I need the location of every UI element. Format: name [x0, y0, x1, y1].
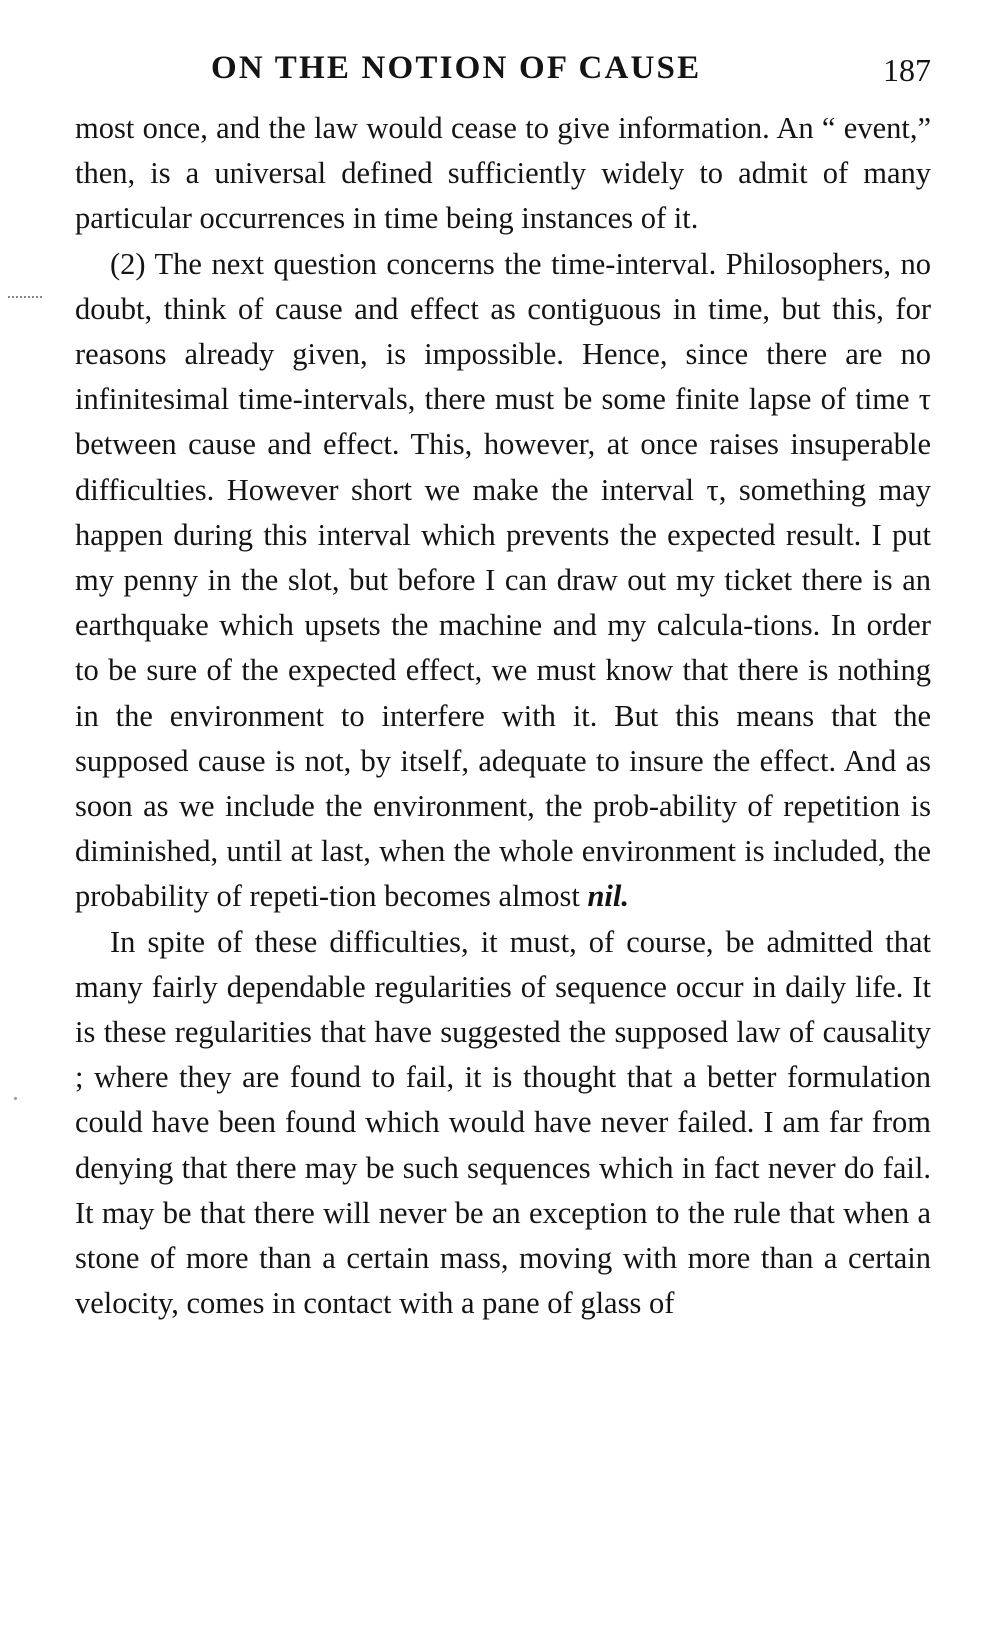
body-text: [75, 106, 931, 1326]
paragraph-2-text: (2) The next question concerns the time-interval. Philosophers, no doubt, think of cause and effect as contiguous in time, but this, for reasons already given, is impossible. Hence, since there are no infinitesimal time-intervals, there must be some finite lapse of time τ between cause and effect. This, however, at once raises insuperable difficulties. However short we make the interval τ, something may happen during this interval which prevents the expected result. I put my penny in the slot, but before I can draw out my ticket there is an earthquake which upsets the machine and my calcula-tions. In order to be sure of the expected effect, we must know that there is nothing in the environment to interfere with it. But this means that the supposed cause is not, by itself, adequate to insure the effect. And as soon as we include the environment, the prob-ability of repetition is diminished, until at last, when the whole environment is included, the probability of repeti-tion becomes almost: [75, 246, 931, 914]
paragraph-1: [75, 106, 931, 242]
page-number: 187: [883, 52, 931, 88]
paragraph-3: [75, 920, 931, 1327]
running-title: ON THE NOTION OF CAUSE: [211, 50, 702, 86]
running-head: [75, 48, 931, 98]
margin-pencil-mark: [8, 296, 42, 300]
paragraph-2: [75, 242, 931, 920]
book-page: [75, 48, 931, 1326]
paragraph-2-italic-end: nil.: [587, 879, 629, 914]
paragraph-3-text: In spite of these difficulties, it must, of course, be admitted that many fairly dependable regularities of sequence occur in daily life. It is these regularities that have suggested the supposed law of causality ; where they are found to fail, it is thought that a better formulation could have been found which would have never failed. I am far from denying that there may be such sequences which in fact never do fail. It may be that there will never be an exception to the rule that when a stone of more than a certain mass, moving with more than a certain velocity, comes in contact with a pane of glass of: [75, 924, 931, 1321]
paragraph-1-text: most once, and the law would cease to give information. An “ event,” then, is a universal defined sufficiently widely to admit of many particular occurrences in time being instances of it.: [75, 111, 931, 236]
margin-dot-mark: [14, 1097, 17, 1100]
